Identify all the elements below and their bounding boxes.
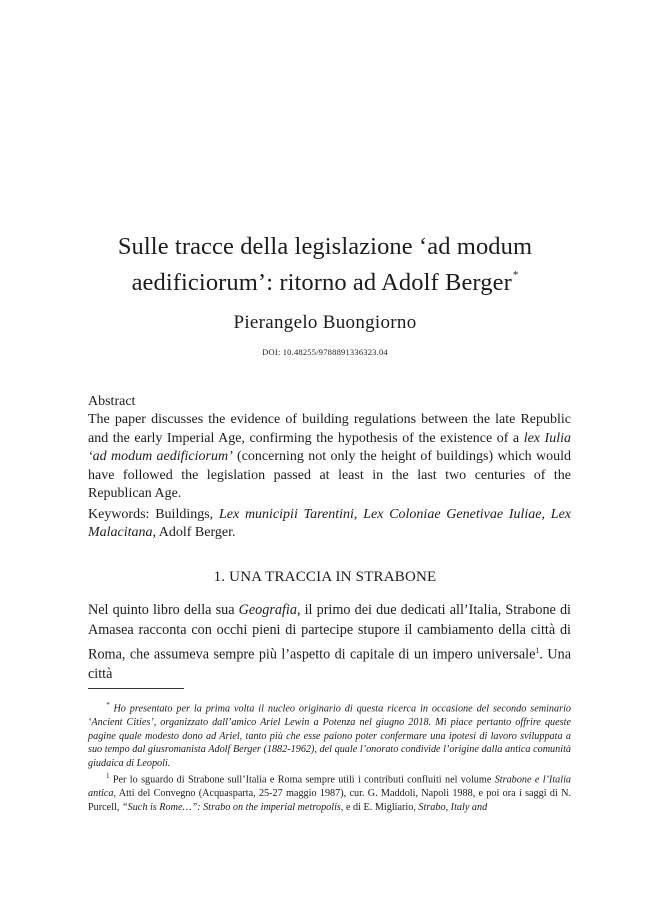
keyword-2: Lex Coloniae Genetivae Iuliae xyxy=(363,507,542,522)
footnote-1: $^1$ Per lo sguardo di Strabone sull’Italia e Roma sempre utili i contributi confluiti nel volume Strabone e l’Italia antica, Atti del Convegno (Acquasparta, 25-27 maggio 1987), cur. G. Maddoli, Napoli 1988, e poi ora i saggi di N. Purcell, “Such is Rome…”: Strabo on the imperial metropolis, e di E. Migliario, Strabo, Italy and xyxy=(88,772,572,813)
footnote-ref-1[interactable]: 1 xyxy=(535,645,540,655)
doi-label: DOI: 10.48255/9788891336323.04 xyxy=(262,347,388,357)
keywords-line: Keywords: Buildings, Lex municipii Tarentini, Lex Coloniae Genetivae Iuliae, Lex Malacitana, Adolf Berger. xyxy=(88,507,571,541)
section-heading: 1. UNA TRACCIA IN STRABONE xyxy=(213,569,437,585)
footnotes-block xyxy=(88,699,571,815)
footnote-star-marker: * xyxy=(106,701,110,709)
footnote-1-marker: 1 xyxy=(106,772,110,781)
title-line-1: Sulle tracce della legislazione ‘ad modum xyxy=(117,233,533,260)
keyword-3: Lex Malacitana xyxy=(88,507,571,541)
author-name: Pierangelo Buongiorno xyxy=(233,312,417,333)
keyword-1: Lex municipii Tarentini xyxy=(218,507,354,522)
title-line-2: aedificiorum’: ritorno ad Adolf Berger xyxy=(131,269,512,296)
title-footnote-marker[interactable]: * xyxy=(512,269,519,281)
paper-title xyxy=(0,232,650,297)
abstract-heading: Abstract xyxy=(88,394,136,409)
abstract-italic-term: lex Iulia ‘ad modum aedificiorum’ xyxy=(88,430,571,465)
abstract-block xyxy=(88,393,571,503)
body-paragraph: Nel quinto libro della sua Geografia, il primo dei due dedicati all’Italia, Strabone di Amasea racconta con occhi pieni di partecipe stupore il cambiamento della città di Roma, che assumeva sempre più l’aspetto di capitale di un impero universale$^1$. Una città xyxy=(88,602,571,683)
footnote-separator xyxy=(88,688,184,689)
body-italic-title: Geografia xyxy=(238,602,297,618)
footnote-star: * Ho presentato per la prima volta il nucleo originario di questa ricerca in occasione del secondo seminario ‘Ancient Cities’, organizzato dall’amico Ariel Lewin a Potenza nel giugno 2018. Mi piace pertanto offrire queste pagine quale modesto dono ad Ariel, tanto più che esse paiono poter confermare una ipotesi di lavoro sviluppata a suo tempo dal giusromanista Adolf Berger (1882-1962), del quale l’onorato condivide l’origine dalla antica comunità giudaica di Leopoli. xyxy=(88,701,572,769)
abstract-text: The paper discusses the evidence of building regulations between the late Republic and the early Imperial Age, confirming the hypothesis of the existence of a lex Iulia ‘ad modum aedificiorum’ (concerning not only the height of buildings) which would have followed the legislation passed at least in the last two centuries of the Republican Age. xyxy=(88,412,571,502)
